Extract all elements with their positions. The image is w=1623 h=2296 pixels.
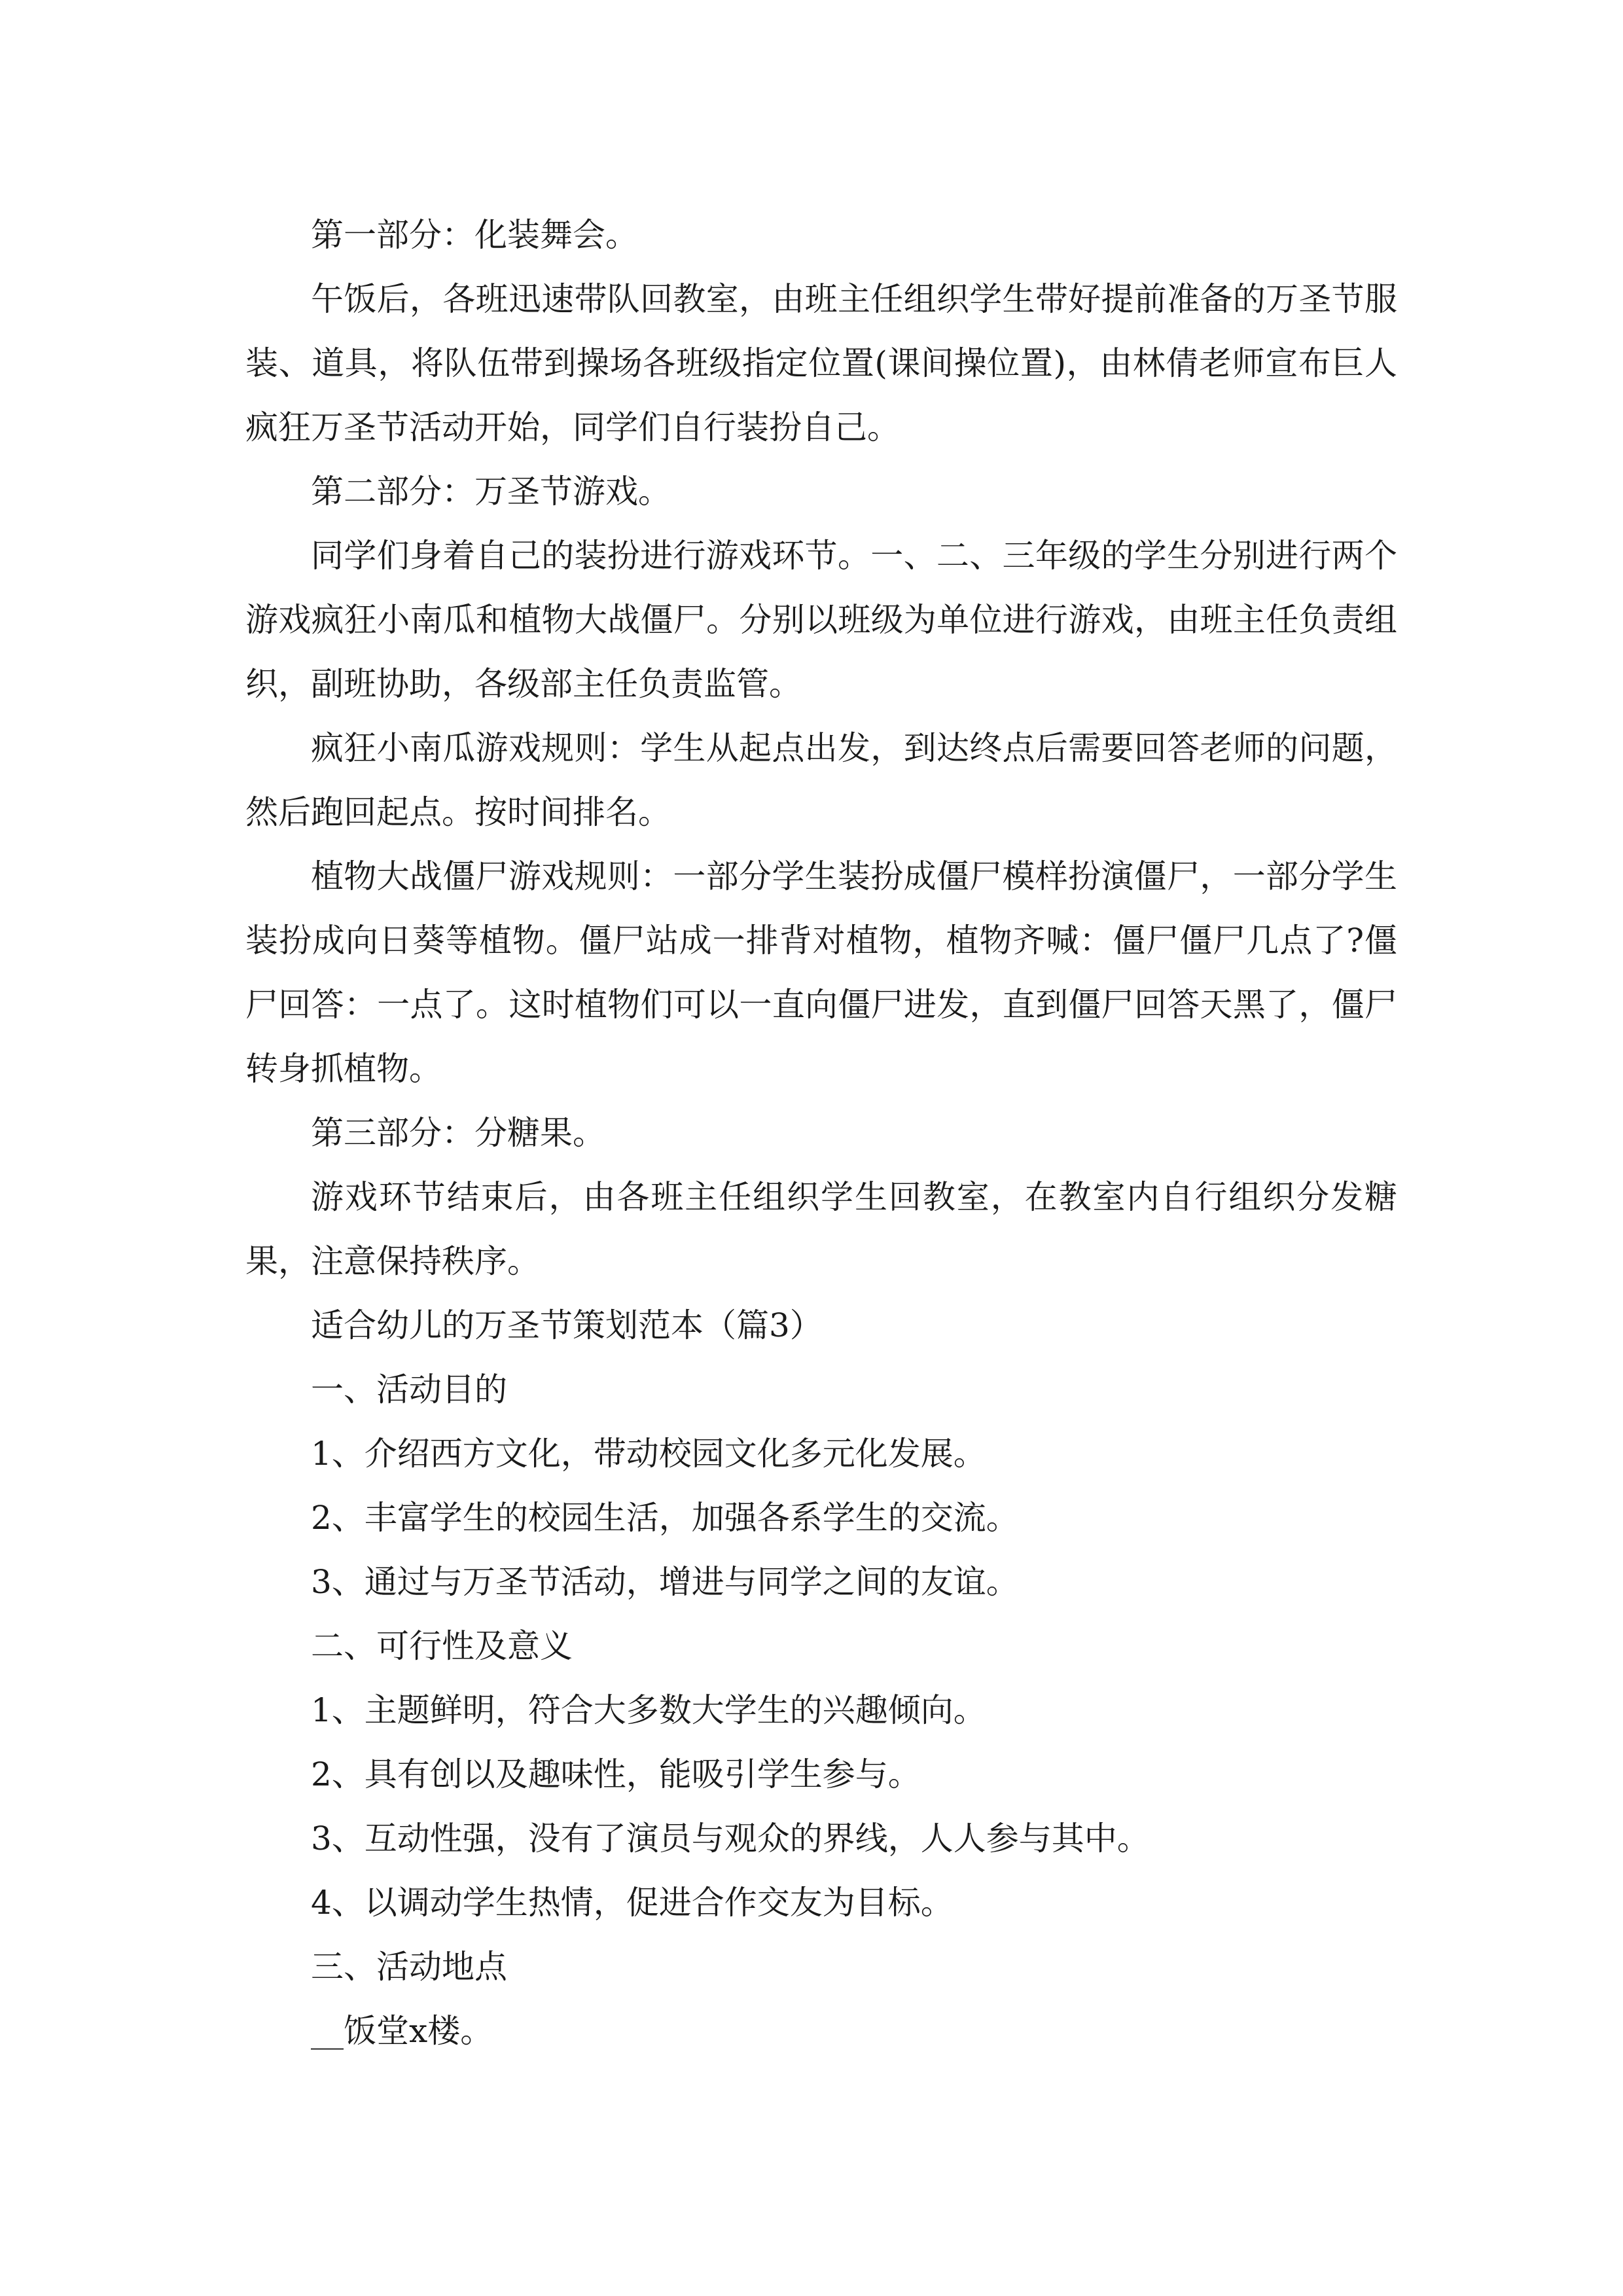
list-item: 3、通过与万圣节活动，增进与同学之间的友谊。	[311, 1563, 1019, 1601]
paragraph-part-one-heading: 第一部分：化装舞会。	[311, 216, 638, 254]
list-item: 2、丰富学生的校园生活，加强各系学生的交流。	[311, 1499, 1019, 1537]
list-item: 4、以调动学生热情，促进合作交友为目标。	[311, 1884, 954, 1922]
list-item: 2、具有创以及趣味性，能吸引学生参与。	[311, 1755, 921, 1793]
paragraph-part-three-heading: 第三部分：分糖果。	[311, 1114, 605, 1152]
paragraph-part-two-body: 同学们身着自己的装扮进行游戏环节。一、二、三年级的学生分别进行两个游戏疯狂小南瓜和植物大战僵尸。分别以班级为单位进行游戏，由班主任负责组织，副班协助，各级部主任负责监管。	[245, 537, 1397, 703]
document-body	[245, 203, 1397, 2063]
paragraph-pumpkin-rules: 疯狂小南瓜游戏规则：学生从起点出发，到达终点后需要回答老师的问题，然后跑回起点。按时间排名。	[245, 729, 1397, 831]
paragraph-part-one-body: 午饭后，各班迅速带队回教室，由班主任组织学生带好提前准备的万圣节服装、道具，将队伍带到操场各班级指定位置(课间操位置)，由林倩老师宣布巨人疯狂万圣节活动开始，同学们自行装扮自己。	[245, 280, 1397, 446]
list-item: 1、主题鲜明，符合大多数大学生的兴趣倾向。	[311, 1691, 986, 1729]
location-text: __饭堂x楼。	[311, 2012, 493, 2050]
list-item: 3、互动性强，没有了演员与观众的界线，人人参与其中。	[311, 1820, 1150, 1857]
paragraph-part-three-body: 游戏环节结束后，由各班主任组织学生回教室，在教室内自行组织分发糖果，注意保持秩序。	[245, 1178, 1397, 1280]
heading-activity-purpose: 一、活动目的	[311, 1371, 507, 1408]
heading-feasibility: 二、可行性及意义	[311, 1627, 573, 1665]
paragraph-part-two-heading: 第二部分：万圣节游戏。	[311, 473, 671, 511]
heading-activity-location: 三、活动地点	[311, 1948, 507, 1986]
list-item: 1、介绍西方文化，带动校园文化多元化发展。	[311, 1435, 986, 1473]
paragraph-zombie-rules: 植物大战僵尸游戏规则：一部分学生装扮成僵尸模样扮演僵尸，一部分学生装扮成向日葵等植物。僵尸站成一排背对植物，植物齐喊：僵尸僵尸几点了?僵尸回答：一点了。这时植物们可以一直向僵尸进发，直到僵尸回答天黑了，僵尸转身抓植物。	[245, 857, 1397, 1088]
section-title: 适合幼儿的万圣节策划范本（篇3）	[311, 1306, 823, 1344]
